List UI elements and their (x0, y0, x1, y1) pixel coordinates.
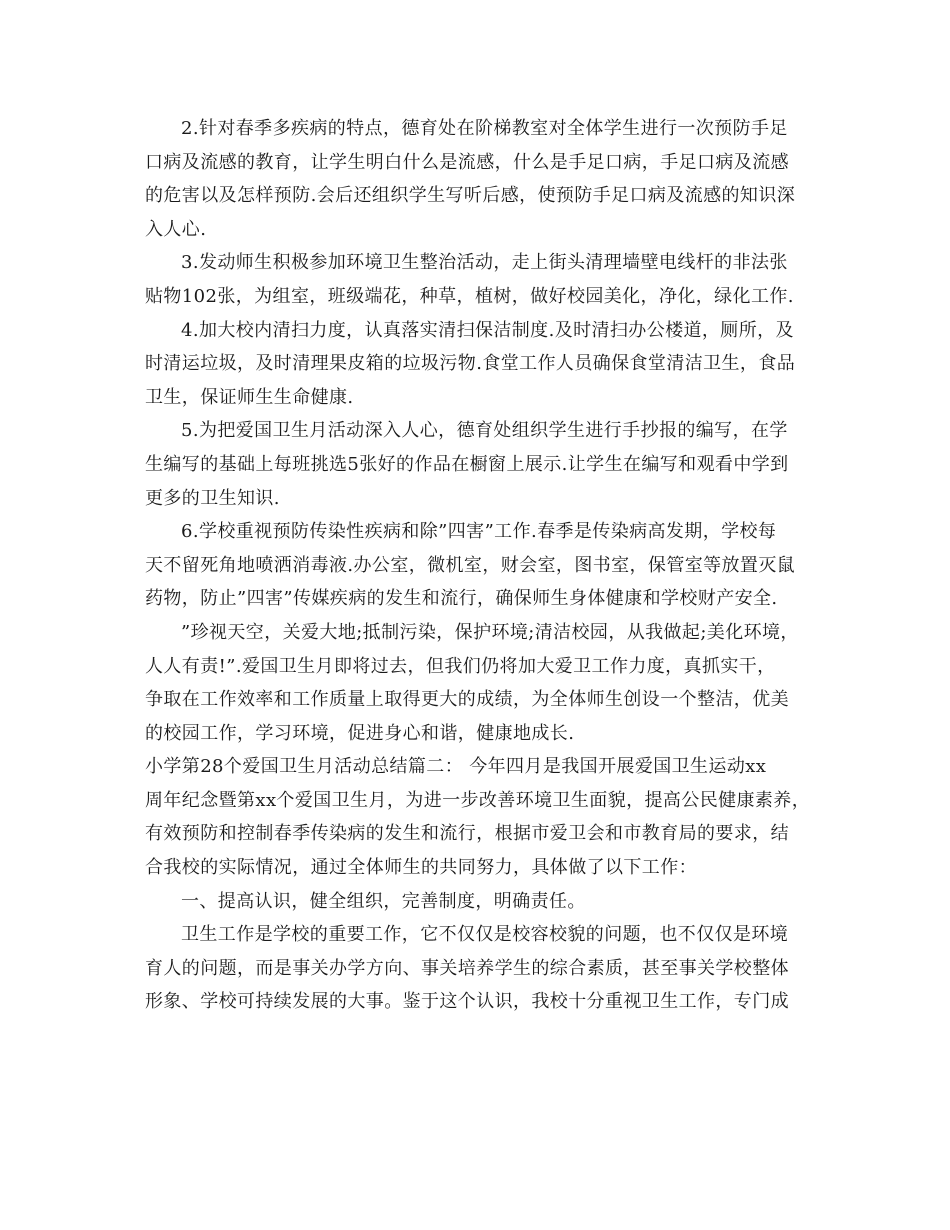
text-line: 的危害以及怎样预防.会后还组织学生写听后感，使预防手足口病及流感的知识深 (145, 185, 796, 207)
text-line: 卫生工作是学校的重要工作，它不仅仅是校容校貌的问题，也不仅仅是环境 (181, 924, 789, 946)
text-line: 一、提高认识，健全组织，完善制度，明确责任。 (181, 890, 586, 912)
document-body (145, 112, 815, 1019)
text-line: 形象、学校可持续发展的大事。鉴于这个认识，我校十分重视卫生工作，专门成 (145, 991, 789, 1013)
text-line: 争取在工作效率和工作质量上取得更大的成绩，为全体师生创设一个整洁，优美 (145, 689, 789, 711)
text-line: 生编写的基础上每班挑选5张好的作品在橱窗上展示.让学生在编写和观看中学到 (145, 453, 789, 475)
text-line: 3.发动师生积极参加环境卫生整治活动，走上街头清理墙壁电线杆的非法张 (181, 252, 788, 274)
text-line: 入人心. (145, 218, 207, 240)
text-line: 口病及流感的教育，让学生明白什么是流感，什么是手足口病，手足口病及流感 (145, 151, 789, 173)
text-line: 周年纪念暨第xx个爱国卫生月，为进一步改善环境卫生面貌，提高公民健康素养， (145, 789, 811, 811)
text-line: 卫生，保证师生生命健康. (145, 386, 354, 408)
text-line: 贴物102张，为组室，班级端花，种草，植树，做好校园美化，净化，绿化工作. (145, 285, 794, 307)
text-line: 人人有责!”.爱国卫生月即将过去，但我们仍将加大爱卫工作力度，真抓实干， (145, 655, 776, 677)
text-line: 的校园工作，学习环境，促进身心和谐，健康地成长. (145, 722, 575, 744)
text-line: ”珍视天空，关爱大地;抵制污染，保护环境;清洁校园，从我做起;美化环境， (181, 621, 799, 643)
text-line: 5.为把爱国卫生月活动深入人心，德育处组织学生进行手抄报的编写，在学 (181, 420, 788, 442)
text-line: 合我校的实际情况，通过全体师生的共同努力，具体做了以下工作： (145, 857, 697, 879)
text-line: 4.加大校内清扫力度，认真落实清扫保洁制度.及时清扫办公楼道，厕所，及 (181, 319, 794, 341)
text-line: 小学第28个爱国卫生月活动总结篇二： 今年四月是我国开展爱国卫生运动xx (145, 756, 767, 778)
text-line: 药物，防止”四害”传媒疾病的发生和流行，确保师生身体健康和学校财产安全. (145, 588, 778, 610)
text-line: 6.学校重视预防传染性疾病和除”四害”工作.春季是传染病高发期，学校每 (181, 521, 777, 543)
text-line: 更多的卫生知识. (145, 487, 280, 509)
text-line: 2.针对春季多疾病的特点，德育处在阶梯教室对全体学生进行一次预防手足 (181, 118, 788, 139)
text-line: 天不留死角地喷洒消毒液.办公室，微机室，财会室，图书室，保管室等放置灭鼠 (145, 554, 796, 576)
text-line: 时清运垃圾，及时清理果皮箱的垃圾污物.食堂工作人员确保食堂清洁卫生，食品 (145, 353, 796, 375)
text-line: 有效预防和控制春季传染病的发生和流行，根据市爱卫会和市教育局的要求，结 (145, 823, 789, 845)
text-line: 育人的问题，而是事关办学方向、事关培养学生的综合素质，甚至事关学校整体 (145, 957, 789, 979)
